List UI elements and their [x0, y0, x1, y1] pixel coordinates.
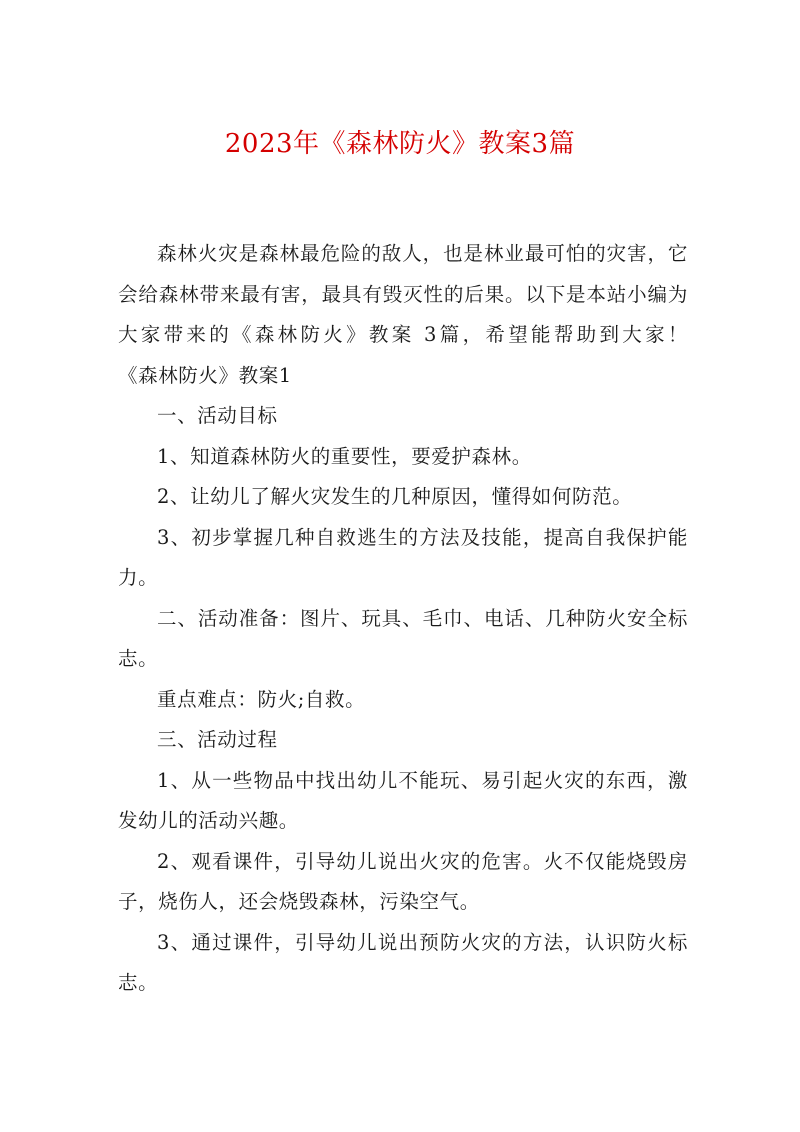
key-points: 重点难点：防火;自救。: [157, 687, 366, 711]
process-step: 2、观看课件，引导幼儿说出火灾的危害。火不仅能烧毁房子，烧伤人，还会烧毁森林，污染空气。: [118, 849, 688, 913]
document-body: [118, 234, 729, 1004]
page-title: 2023年《森林防火》教案3篇: [224, 129, 576, 159]
section-heading-process: 三、活动过程: [157, 728, 278, 751]
objective-item: 2、让幼儿了解火灾发生的几种原因，懂得如何防范。: [157, 485, 633, 508]
intro-paragraph: 森林火灾是森林最危险的敌人，也是林业最可怕的灾害，它会给森林带来最有害，最具有毁灭性的后果。以下是本站小编为大家带来的《森林防火》教案 3篇，希望能帮助到大家！ 《森林防火》教案1: [118, 242, 729, 387]
section-heading-objectives: 一、活动目标: [157, 404, 278, 427]
process-step: 3、通过课件，引导幼儿说出预防火灾的方法，认识防火标志。: [118, 930, 688, 994]
objective-item: 1、知道森林防火的重要性，要爱护森林。: [157, 444, 532, 468]
section-heading-preparation: 二、活动准备：图片、玩具、毛巾、电话、几种防火安全标志。: [118, 606, 688, 670]
process-step: 1、从一些物品中找出幼儿不能玩、易引起火灾的东西，激发幼儿的活动兴趣。: [118, 768, 688, 832]
objective-item: 3、初步掌握几种自救逃生的方法及技能，提高自我保护能力。: [118, 525, 688, 589]
